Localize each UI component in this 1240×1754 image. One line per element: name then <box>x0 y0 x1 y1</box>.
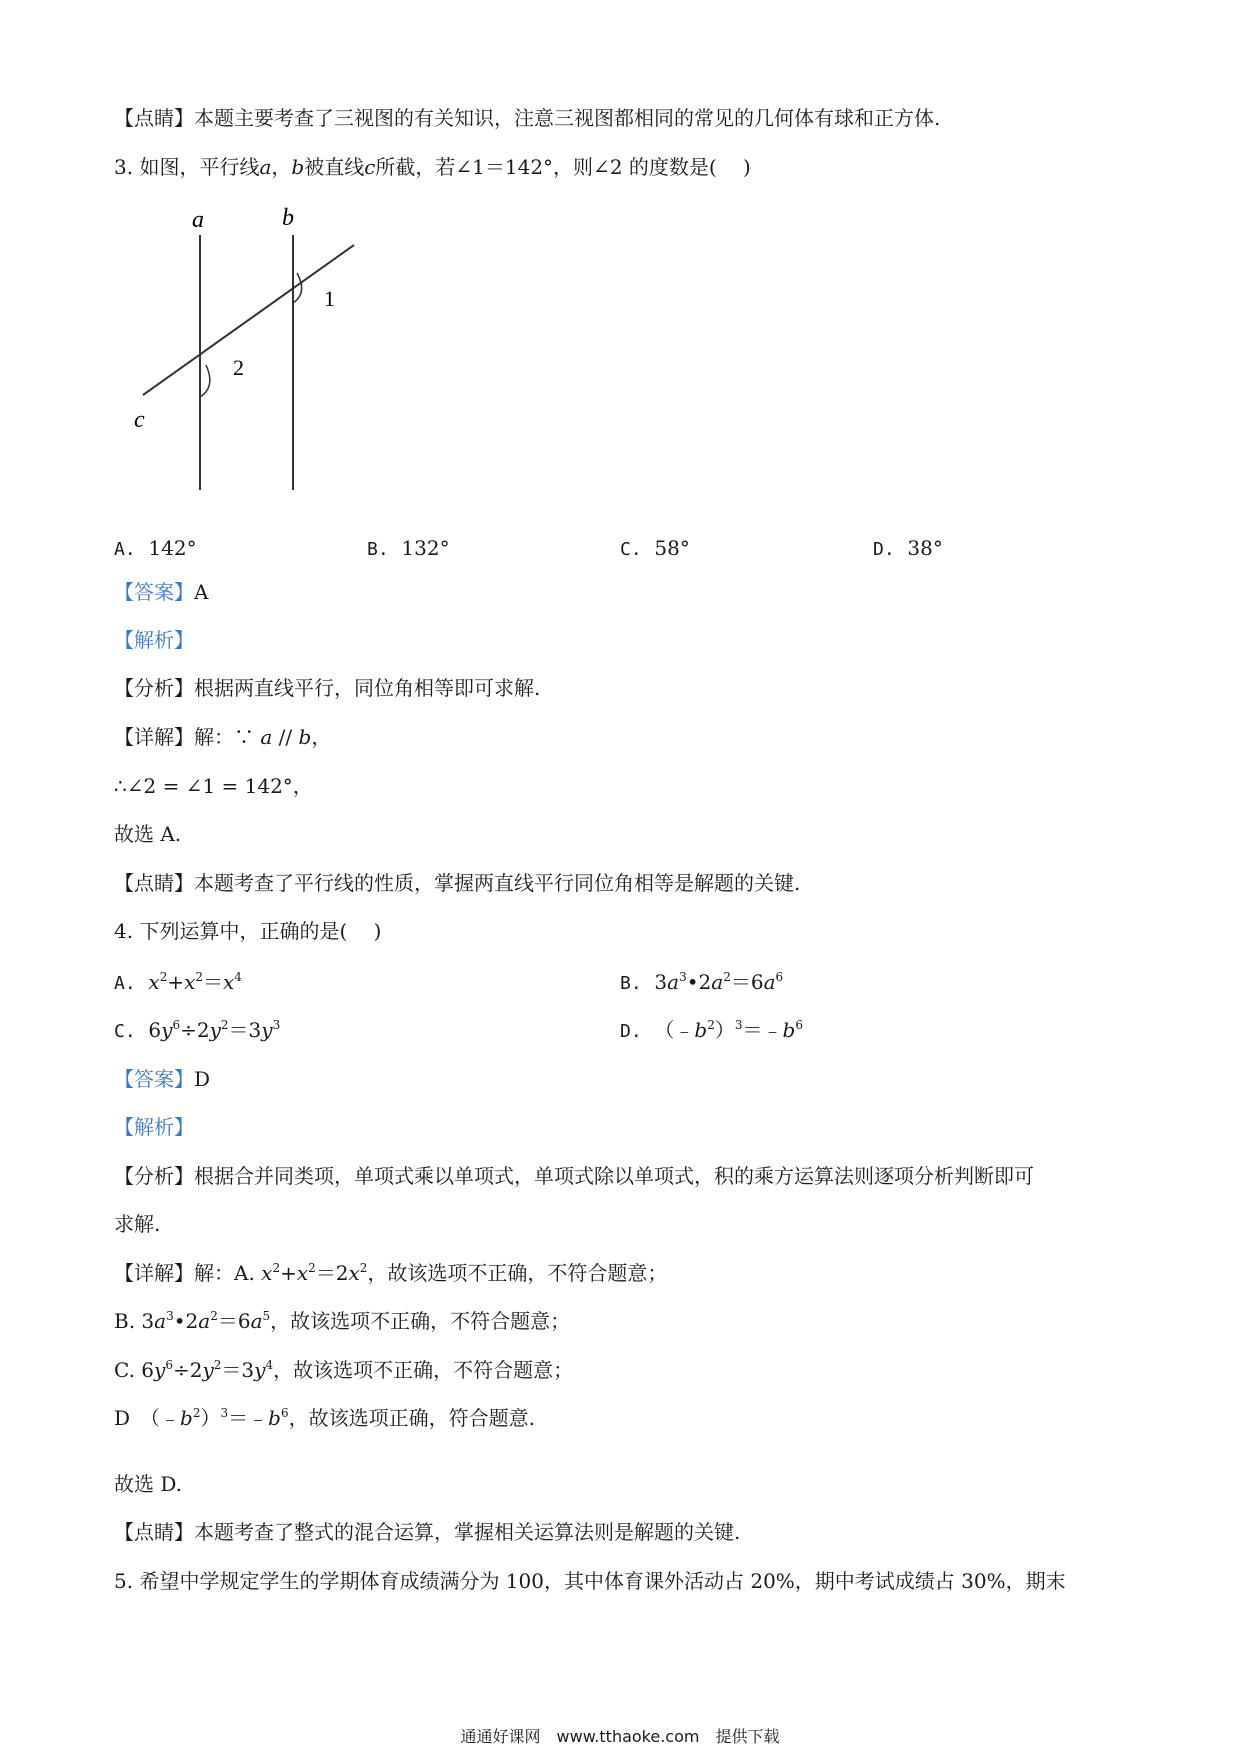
q4-detail-a: 【详解】解：A. $x^2+x^2=2x^2$，故该选项不正确，不符合题意； <box>114 1261 668 1285</box>
q3-answer: 【答案】A <box>114 580 209 604</box>
q4-option-d: D. $(﹣b^2)^3=﹣b^6$ <box>620 1018 803 1042</box>
angle-2-arc <box>200 365 210 397</box>
q4-option-a: A. $x^2+x^2=x^4$ <box>114 970 242 994</box>
q4-option-c: C. $6y^6\div 2y^2=3y^3$ <box>114 1018 281 1042</box>
q3-stem: 3. 如图，平行线a，b被直线c所截，若∠1＝142°，则∠2 的度数是( ) <box>114 155 751 179</box>
q3-option-d: D. 38° <box>873 536 943 560</box>
q4-answer: 【答案】D <box>114 1067 211 1091</box>
q3-option-b: B. 132° <box>367 536 450 560</box>
q4-stem: 4. 下列运算中，正确的是( ) <box>114 919 382 943</box>
q3-detail: 【详解】解：∵ a // b， <box>114 725 332 749</box>
q4-fenxi-cont: 求解. <box>114 1212 161 1236</box>
q3-step2: ∴∠2 = ∠1 = 142°， <box>114 774 313 798</box>
q4-option-b: B. $3a^3•2a^2=6a^6$ <box>620 970 784 994</box>
q3-option-a: A. 142° <box>114 536 197 560</box>
line-c <box>143 245 354 395</box>
q3-dianjing: 【点睛】本题考查了平行线的性质，掌握两直线平行同位角相等是解题的关键. <box>114 871 801 895</box>
q3-analysis-tag: 【解析】 <box>114 628 194 652</box>
q5-stem: 5. 希望中学规定学生的学期体育成绩满分为 100，其中体育课外活动占 20%，期中考试成绩占 30%，期末 <box>114 1569 1066 1593</box>
q3-fenxi: 【分析】根据两直线平行，同位角相等即可求解. <box>114 676 541 700</box>
q3-choose: 故选 A. <box>114 822 182 846</box>
q4-choose: 故选 D. <box>114 1472 183 1496</box>
label-b: b <box>282 205 294 231</box>
q2-dianjing: 【点睛】本题主要考查了三视图的有关知识，注意三视图都相同的常见的几何体有球和正方体. <box>114 106 941 130</box>
label-c: c <box>134 407 145 433</box>
q4-analysis-tag: 【解析】 <box>114 1115 194 1139</box>
label-1: 1 <box>324 286 335 311</box>
q4-fenxi: 【分析】根据合并同类项，单项式乘以单项式，单项式除以单项式，积的乘方运算法则逐项分析判断即可 <box>114 1164 1034 1188</box>
q4-detail-c: C. $6y^6\div 2y^2=3y^4$，故该选项不正确，不符合题意； <box>114 1358 574 1382</box>
q4-dianjing: 【点睛】本题考查了整式的混合运算，掌握相关运算法则是解题的关键. <box>114 1520 741 1544</box>
label-a: a <box>192 207 204 233</box>
page-footer: 通通好课网 www.tthaoke.com 提供下载 <box>460 1727 780 1746</box>
q4-detail-d: D $(﹣b^2)^3=﹣b^6$，故该选项正确，符合题意. <box>114 1406 535 1430</box>
q4-detail-b: B. $3a^3•2a^2=6a^5$，故该选项不正确，不符合题意； <box>114 1309 571 1333</box>
q3-option-c: C. 58° <box>620 536 690 560</box>
parallel-lines-figure <box>118 205 368 495</box>
label-2: 2 <box>233 355 244 380</box>
